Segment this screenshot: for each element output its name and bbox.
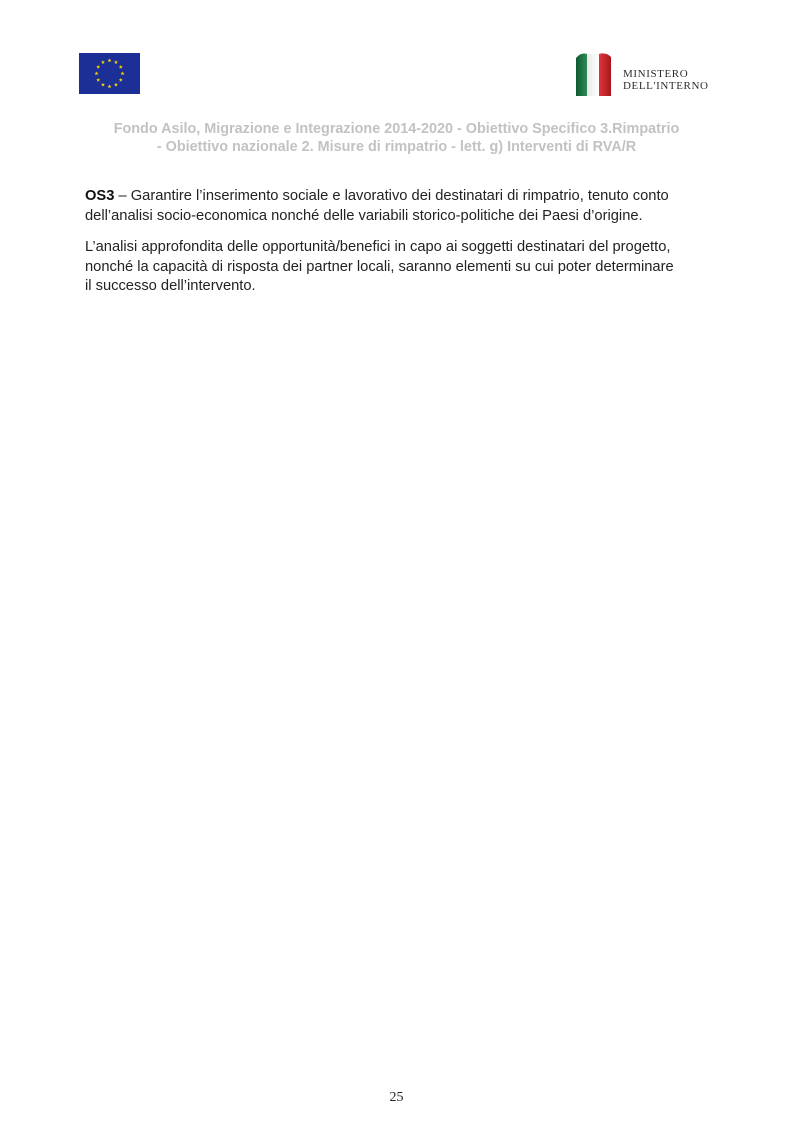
paragraph-analysis-line3: il successo dell’intervento. — [85, 278, 256, 294]
eu-star-icon — [108, 84, 112, 88]
ministry-name-line2: DELL'INTERNO — [623, 80, 709, 92]
paragraph-os3 — [85, 187, 725, 226]
eu-stars-icon — [79, 53, 140, 94]
page-number: 25 — [389, 1090, 404, 1105]
document-body — [85, 187, 725, 309]
os3-text: – Garantire l’inserimento sociale e lavorativo dei destinatari di rimpatrio, tenuto conto — [114, 188, 669, 204]
eu-star-icon — [101, 83, 105, 87]
eu-star-icon — [119, 65, 123, 69]
eu-star-icon — [114, 60, 118, 64]
header-title-line1: Fondo Asilo, Migrazione e Integrazione 2014-2020 - Obiettivo Specifico 3.Rimpatrio — [113, 121, 680, 137]
eu-star-icon — [114, 83, 118, 87]
eu-star-icon — [108, 58, 112, 62]
document-header-title — [60, 120, 733, 156]
eu-star-icon — [121, 71, 125, 75]
eu-star-icon — [95, 71, 99, 75]
os3-label: OS3 — [85, 188, 115, 204]
paragraph-os3-line2: dell’analisi socio-economica nonché delle variabili storico-politiche dei Paesi d’origine. — [85, 207, 643, 224]
eu-star-icon — [96, 78, 100, 82]
eu-star-icon — [119, 78, 123, 82]
paragraph-analysis-line1: L’analisi approfondita delle opportunità/benefici in capo ai soggetti destinatari del progetto, — [85, 239, 671, 255]
paragraph-analysis — [85, 238, 725, 297]
ministry-name — [623, 68, 709, 92]
header-title-line2: - Obiettivo nazionale 2. Misure di rimpatrio - lett. g) Interventi di RVA/R — [156, 139, 637, 155]
italian-tricolor-icon — [576, 52, 612, 96]
paragraph-os3-line1 — [85, 187, 725, 207]
eu-star-icon — [101, 60, 105, 64]
ministry-logo — [576, 52, 726, 96]
paragraph-analysis-line2: nonché la capacità di risposta dei partner locali, saranno elementi su cui poter determinare — [85, 258, 674, 275]
eu-star-icon — [96, 65, 100, 69]
ministry-name-line1: MINISTERO — [623, 68, 689, 80]
eu-flag-logo — [79, 53, 140, 94]
